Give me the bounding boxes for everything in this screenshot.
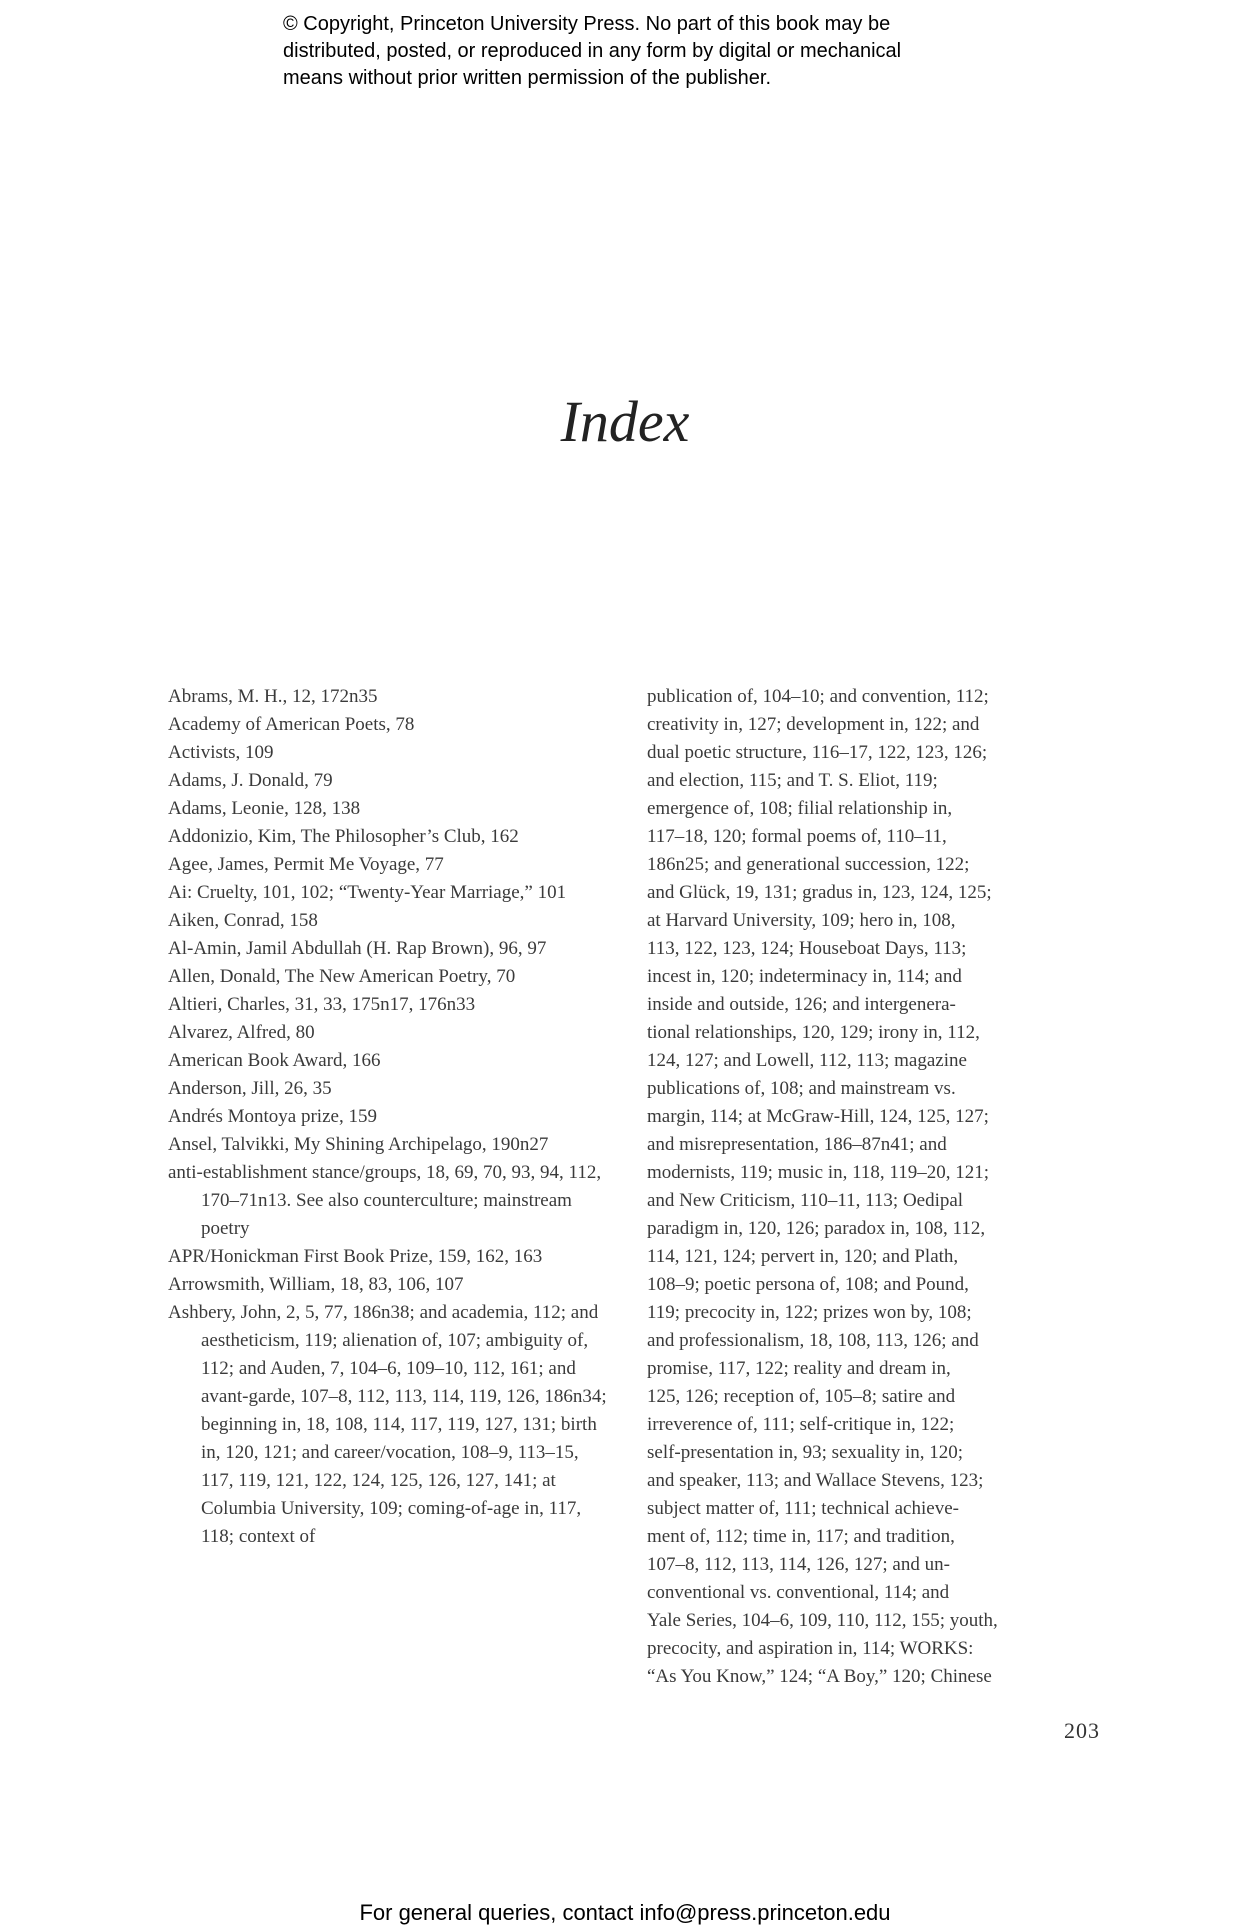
index-entry: Anderson, Jill, 26, 35 (168, 1078, 332, 1099)
index-entry: Activists, 109 (168, 742, 274, 763)
index-continuation-line: and New Criticism, 110–11, 113; Oedipal (647, 1190, 964, 1211)
index-entry: Al-Amin, Jamil Abdullah (H. Rap Brown), 96, 97 (168, 938, 547, 959)
copyright-line: © Copyright, Princeton University Press. No part of this book may be (283, 13, 891, 35)
copyright-line: distributed, posted, or reproduced in any form by digital or mechanical (283, 40, 902, 62)
index-continuation-line: “As You Know,” 124; “A Boy,” 120; Chinese (647, 1666, 992, 1687)
page-title: Index (560, 389, 690, 454)
index-continuation-line: 124, 127; and Lowell, 112, 113; magazine (647, 1050, 967, 1071)
index-continuation-line: promise, 117, 122; reality and dream in, (647, 1358, 951, 1379)
index-continuation-line: 119; precocity in, 122; prizes won by, 108; (647, 1302, 972, 1323)
index-continuation-line: 114, 121, 124; pervert in, 120; and Plath, (647, 1246, 959, 1267)
index-entry: Aiken, Conrad, 158 (168, 910, 318, 931)
index-entry: Andrés Montoya prize, 159 (168, 1106, 377, 1127)
index-entry: Addonizio, Kim, The Philosopher’s Club, 162 (168, 826, 519, 847)
index-entry: American Book Award, 166 (168, 1050, 381, 1071)
index-entry: Adams, J. Donald, 79 (168, 770, 333, 791)
index-continuation-line: conventional vs. conventional, 114; and (647, 1582, 950, 1603)
index-continuation-line: publication of, 104–10; and convention, 112; (647, 686, 989, 707)
index-continuation-line: tional relationships, 120, 129; irony in, 112, (647, 1022, 980, 1043)
index-left-column (168, 683, 608, 1551)
index-entry: Agee, James, Permit Me Voyage, 77 (168, 854, 444, 875)
index-continuation-line: subject matter of, 111; technical achieve- (647, 1498, 959, 1519)
index-continuation-line: dual poetic structure, 116–17, 122, 123, 126; (647, 742, 988, 763)
index-continuation-line: precocity, and aspiration in, 114; WORKS: (647, 1638, 974, 1659)
footer-contact: For general queries, contact info@press.princeton.edu (359, 1900, 891, 1925)
index-continuation-line: self-presentation in, 93; sexuality in, 120; (647, 1442, 964, 1463)
index-entry: Allen, Donald, The New American Poetry, 70 (168, 966, 516, 987)
index-continuation-line: modernists, 119; music in, 118, 119–20, 121; (647, 1162, 989, 1183)
index-continuation-line: 117–18, 120; formal poems of, 110–11, (647, 826, 947, 847)
index-continuation-line: creativity in, 127; development in, 122; and (647, 714, 980, 735)
index-entry: Academy of American Poets, 78 (168, 714, 415, 735)
index-entry: anti-establishment stance/groups, 18, 69, 70, 93, 94, 112, 170–71n13. See also counterculture; mainstream poetry (168, 1162, 602, 1239)
index-continuation-line: 108–9; poetic persona of, 108; and Pound, (647, 1274, 969, 1295)
index-continuation-line: at Harvard University, 109; hero in, 108, (647, 910, 956, 931)
index-right-column (647, 683, 1087, 1691)
index-continuation-line: incest in, 120; indeterminacy in, 114; and (647, 966, 962, 987)
index-entry: APR/Honickman First Book Prize, 159, 162, 163 (168, 1246, 543, 1267)
index-continuation-line: Yale Series, 104–6, 109, 110, 112, 155; youth, (647, 1610, 998, 1631)
copyright-notice (283, 11, 1043, 92)
index-entry: Adams, Leonie, 128, 138 (168, 798, 361, 819)
index-entry: Ashbery, John, 2, 5, 77, 186n38; and academia, 112; and aestheticism, 119; alienation of, 107; ambiguity of, 112; and Auden, 7, 104–6, 109–10, 112, 161; and avant-garde, 107–8, 112, 113, 114, 119, 126, 186n34; beginning in, 18, 108, 114, 117, 119, 127, 131; birth in, 120, 121; and career/vocation, 108–9, 113–15, 117, 119, 121, 122, 124, 125, 126, 127, 141; at Columbia University, 109; coming-of-age in, 117, 118; context of (168, 1302, 607, 1547)
index-continuation-line: margin, 114; at McGraw-Hill, 124, 125, 127; (647, 1106, 989, 1127)
index-continuation-line: and misrepresentation, 186–87n41; and (647, 1134, 947, 1155)
copyright-line: means without prior written permission of the publisher. (283, 67, 772, 89)
index-continuation-line: ment of, 112; time in, 117; and tradition, (647, 1526, 955, 1547)
index-continuation-line: paradigm in, 120, 126; paradox in, 108, 112, (647, 1218, 986, 1239)
index-continuation-line: emergence of, 108; filial relationship in, (647, 798, 953, 819)
index-entry: Arrowsmith, William, 18, 83, 106, 107 (168, 1274, 464, 1295)
index-continuation-line: and election, 115; and T. S. Eliot, 119; (647, 770, 938, 791)
index-continuation-line: 125, 126; reception of, 105–8; satire and (647, 1386, 956, 1407)
index-continuation-line: 186n25; and generational succession, 122; (647, 854, 970, 875)
index-continuation-line: and Glück, 19, 131; gradus in, 123, 124, 125; (647, 882, 992, 903)
index-continuation-line: irreverence of, 111; self-critique in, 122; (647, 1414, 955, 1435)
page-number: 203 (1064, 1718, 1100, 1743)
index-entry: Ai: Cruelty, 101, 102; “Twenty-Year Marriage,” 101 (168, 882, 567, 903)
index-entry: Abrams, M. H., 12, 172n35 (168, 686, 378, 707)
index-continuation-line: and speaker, 113; and Wallace Stevens, 123; (647, 1470, 984, 1491)
index-continuation-line: 107–8, 112, 113, 114, 126, 127; and un- (647, 1554, 950, 1575)
index-entry: Alvarez, Alfred, 80 (168, 1022, 315, 1043)
index-entry: Ansel, Talvikki, My Shining Archipelago, 190n27 (168, 1134, 549, 1155)
index-continuation-line: inside and outside, 126; and intergenera- (647, 994, 956, 1015)
index-continuation-line: 113, 122, 123, 124; Houseboat Days, 113; (647, 938, 967, 959)
index-continuation-line: and professionalism, 18, 108, 113, 126; and (647, 1330, 979, 1351)
index-entry: Altieri, Charles, 31, 33, 175n17, 176n33 (168, 994, 476, 1015)
index-continuation-line: publications of, 108; and mainstream vs. (647, 1078, 956, 1099)
